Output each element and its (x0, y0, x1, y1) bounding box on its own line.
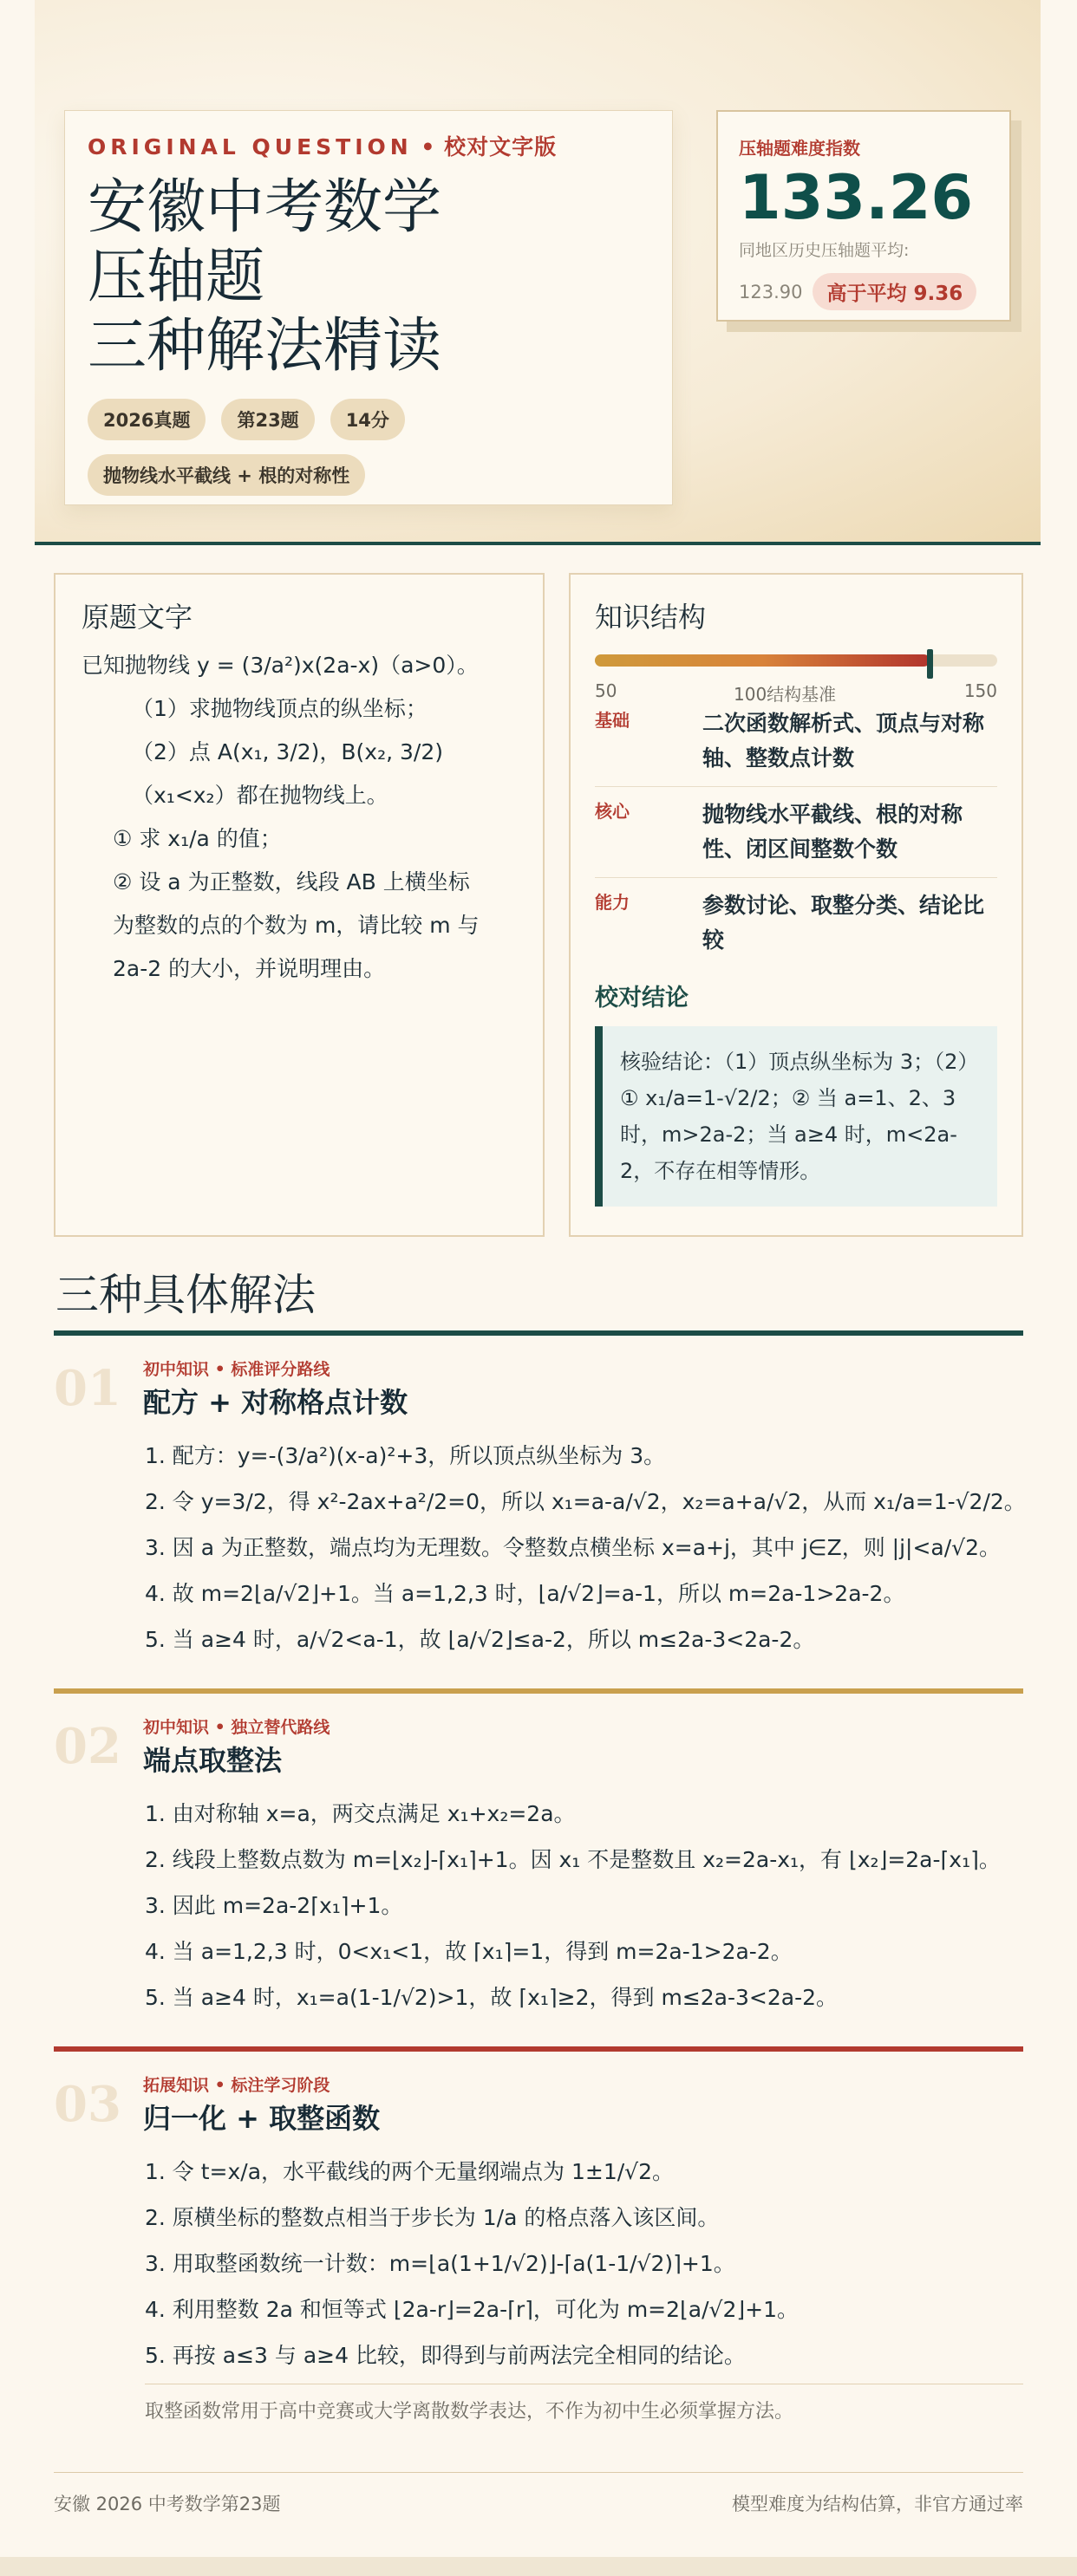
kicker-separator: • (412, 134, 445, 159)
chip-topic: 抛物线水平截线 + 根的对称性 (88, 454, 365, 496)
knowledge-row (595, 787, 997, 878)
gauge-baseline-label: 100结构基准 (734, 684, 837, 705)
kicker (88, 130, 649, 161)
knowledge-row (595, 878, 997, 968)
knowledge-text: 参数讨论、取整分类、结论比较 (702, 893, 985, 953)
footer (54, 2472, 1023, 2516)
kicker-en: ORIGINAL QUESTION (88, 134, 413, 159)
solution-step: 2. 原横坐标的整数点相当于步长为 1/a 的格点落入该区间。 (145, 2205, 720, 2230)
question-line: ② 设 a 为正整数，线段 AB 上横坐标 (113, 869, 470, 894)
gauge-marker (927, 649, 933, 679)
title-line: 压轴题 (88, 243, 265, 311)
question-text (82, 644, 517, 991)
solution-number: 03 (54, 2076, 121, 2133)
question-line: （x₁<x₂）都在抛物线上。 (132, 783, 388, 808)
chip-question-number: 第23题 (221, 399, 314, 440)
title-card (64, 110, 673, 505)
history-average-label: 同地区历史压轴题平均: (739, 241, 910, 260)
question-heading: 原题文字 (82, 601, 193, 634)
average-row (739, 273, 989, 310)
solution-step: 5. 再按 a≤3 与 a≥4 比较，即得到与前两法完全相同的结论。 (145, 2343, 746, 2368)
solution-steps (145, 2149, 799, 2378)
solution-title: 归一化 + 取整函数 (143, 2102, 381, 2135)
knowledge-text: 二次函数解析式、顶点与对称轴、整数点计数 (702, 711, 985, 771)
solution-step: 3. 用取整函数统一计数：m=⌊a(1+1/√2)⌋-⌈a(1-1/√2)⌉+1。 (145, 2251, 735, 2276)
verify-box: 核验结论：（1）顶点纵坐标为 3；（2）① x₁/a=1-√2/2；② 当 a=1、2、3 时，m>2a-2；当 a≥4 时，m<2a-2，不存在相等情形。 (595, 1026, 997, 1207)
tag-chips (88, 399, 434, 496)
difficulty-gauge (595, 651, 997, 668)
knowledge-heading: 知识结构 (595, 601, 707, 634)
question-line: 已知抛物线 y = (3/a²)x(2a-x)（a>0）。 (82, 653, 479, 678)
difficulty-value: 133.26 (739, 162, 974, 233)
difficulty-index-card (716, 110, 1011, 322)
chip-year: 2026真题 (88, 399, 206, 440)
difference-pill: 高于平均 9.36 (813, 273, 976, 310)
question-line: ① 求 x₁/a 的值； (113, 826, 282, 851)
gauge-min-label: 50 (595, 680, 617, 701)
question-line: （2）点 A(x₁, 3/2)，B(x₂, 3/2) (132, 739, 444, 764)
knowledge-text: 抛物线水平截线、根的对称性、闭区间整数个数 (702, 802, 963, 862)
knowledge-tag: 能力 (595, 892, 630, 913)
knowledge-row (595, 696, 997, 787)
solution-step: 1. 令 t=x/a，水平截线的两个无量纲端点为 1±1/√2。 (145, 2159, 674, 2184)
solution-step: 4. 当 a=1,2,3 时，0<x₁<1，故 ⌈x₁⌉=1，得到 m=2a-1>2a-2。 (145, 1939, 793, 1964)
question-line: 2a-2 的大小，并说明理由。 (113, 956, 386, 981)
title-line: 安徽中考数学 (88, 173, 442, 242)
solution-step: 4. 故 m=2⌊a/√2⌋+1。当 a=1,2,3 时，⌊a/√2⌋=a-1，所以 m=2a-1>2a-2。 (145, 1581, 905, 1606)
solution-tag: 初中知识 • 独立替代路线 (143, 1718, 330, 1737)
solution-section-1 (54, 1330, 1026, 1677)
solution-step: 2. 令 y=3/2，得 x²-2ax+a²/2=0，所以 x₁=a-a/√2，x₂=a+a/√2，从而 x₁/a=1-√2/2。 (145, 1489, 1026, 1514)
solution-step: 1. 配方：y=-(3/a²)(x-a)²+3，所以顶点纵坐标为 3。 (145, 1443, 666, 1468)
solution-title: 配方 + 对称格点计数 (143, 1386, 408, 1419)
solution-note: 取整函数常用于高中竞赛或大学离散数学表达，不作为初中生必须掌握方法。 (145, 2384, 1023, 2423)
knowledge-panel (569, 573, 1023, 1237)
difficulty-label: 压轴题难度指数 (739, 138, 860, 159)
section-rule (54, 1688, 1023, 1694)
title-line: 三种解法精读 (88, 312, 442, 381)
kicker-sub: 校对文字版 (444, 134, 558, 159)
solution-step: 1. 由对称轴 x=a，两交点满足 x₁+x₂=2a。 (145, 1801, 576, 1826)
solution-step: 5. 当 a≥4 时，x₁=a(1-1/√2)>1，故 ⌈x₁⌉≥2，得到 m≤2a-3<2a-2。 (145, 1985, 839, 2010)
solution-step: 3. 因 a 为正整数，端点均为无理数。令整数点横坐标 x=a+j，其中 j∈Z，则 |j|<a/√2。 (145, 1535, 1001, 1560)
solution-tag: 初中知识 • 标准评分路线 (143, 1360, 330, 1379)
section-rule (54, 2046, 1023, 2052)
solution-step: 3. 因此 m=2a-2⌈x₁⌉+1。 (145, 1893, 403, 1918)
knowledge-rows (595, 696, 997, 968)
solution-title: 端点取整法 (143, 1744, 283, 1777)
page-title (88, 173, 649, 381)
solution-step: 2. 线段上整数点数为 m=⌊x₂⌋-⌈x₁⌉+1。因 x₁ 不是整数且 x₂=2a-x₁，有 ⌊x₂⌋=2a-⌈x₁⌉。 (145, 1847, 1001, 1872)
solution-number: 01 (54, 1360, 121, 1417)
solution-section-2 (54, 1688, 1023, 2035)
solution-steps (145, 1433, 1026, 1662)
question-line: 为整数的点的个数为 m，请比较 m 与 (113, 913, 480, 938)
solution-tag: 拓展知识 • 标注学习阶段 (143, 2076, 330, 2095)
footer-left: 安徽 2026 中考数学第23题 (54, 2494, 281, 2514)
question-panel (54, 573, 545, 1237)
solution-number: 02 (54, 1718, 121, 1775)
gauge-max-label: 150 (963, 680, 997, 701)
verify-heading: 校对结论 (595, 985, 689, 1012)
gauge-fill (595, 654, 930, 667)
footer-right: 模型难度为结构估算，非官方通过率 (732, 2494, 1023, 2514)
chip-score: 14分 (330, 399, 405, 440)
solutions-heading: 三种具体解法 (55, 1270, 316, 1320)
question-line: （1）求抛物线顶点的纵坐标； (132, 696, 428, 721)
hero-divider (35, 542, 1041, 545)
solution-steps (145, 1791, 1001, 2020)
knowledge-tag: 核心 (595, 801, 630, 822)
section-rule (54, 1330, 1023, 1336)
footer-band (0, 2557, 1077, 2576)
history-average-value: 123.90 (739, 281, 803, 302)
knowledge-tag: 基础 (595, 710, 630, 731)
solution-section-3 (54, 2046, 1023, 2445)
solution-step: 4. 利用整数 2a 和恒等式 ⌊2a-r⌋=2a-⌈r⌉，可化为 m=2⌊a/√2⌋+1。 (145, 2297, 799, 2322)
gauge-ticks (595, 680, 997, 703)
solution-step: 5. 当 a≥4 时，a/√2<a-1，故 ⌊a/√2⌋≤a-2，所以 m≤2a-3<2a-2。 (145, 1627, 815, 1652)
